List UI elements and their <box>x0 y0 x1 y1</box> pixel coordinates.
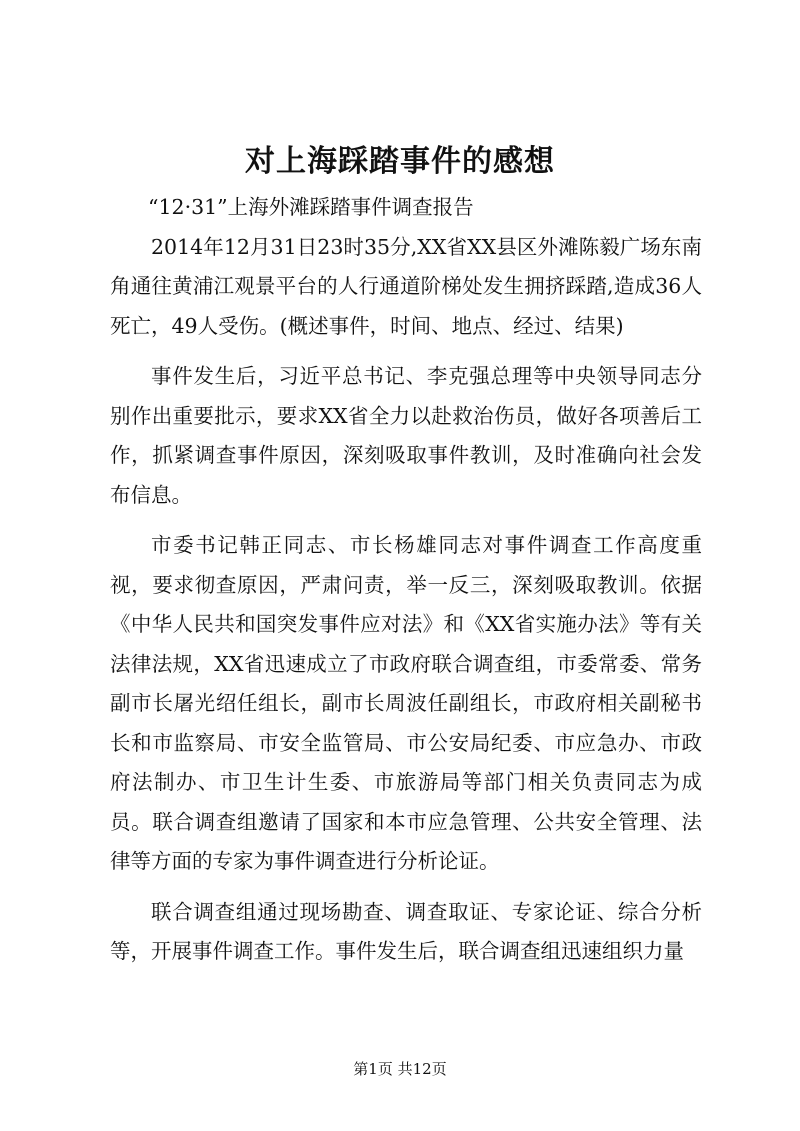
paragraph-2: 事件发生后，习近平总书记、李克强总理等中央领导同志分别作出重要批示，要求XX省全力以赴救治伤员，做好各项善后工作，抓紧调查事件原因，深刻吸取事件教训，及时准确向社会发布信息。 <box>110 364 702 507</box>
paragraph-4: 联合调查组通过现场勘查、调查取证、专家论证、综合分析等，开展事件调查工作。事件发生后，联合调查组迅速组织力量 <box>110 899 702 963</box>
document-subtitle: “12·31”上海外滩踩踏事件调查报告 <box>148 195 474 219</box>
page-number-footer: 第1页 共12页 <box>353 1060 447 1078</box>
paragraph-1: 2014年12月31日23时35分,XX省XX县区外滩陈毅广场东南角通往黄浦江观景平台的人行通道阶梯处发生拥挤踩踏,造成36人死亡，49人受伤。(概述事件，时间、地点、经过、结果) <box>110 234 702 338</box>
paragraph-3: 市委书记韩正同志、市长杨雄同志对事件调查工作高度重视，要求彻查原因，严肃问责，举一反三，深刻吸取教训。依据《中华人民共和国突发事件应对法》和《XX省实施办法》等有关法律法规，XX省迅速成立了市政府联合调查组，市委常委、常务副市长屠光绍任组长，副市长周波任副组长，市政府相关副秘书长和市监察局、市安全监管局、市公安局纪委、市应急办、市政府法制办、市卫生计生委、市旅游局等部门相关负责同志为成员。联合调查组邀请了国家和本市应急管理、公共安全管理、法律等方面的专家为事件调查进行分析论证。 <box>110 533 702 873</box>
document-body <box>110 188 702 972</box>
document-title: 对上海踩踏事件的感想 <box>245 144 555 179</box>
